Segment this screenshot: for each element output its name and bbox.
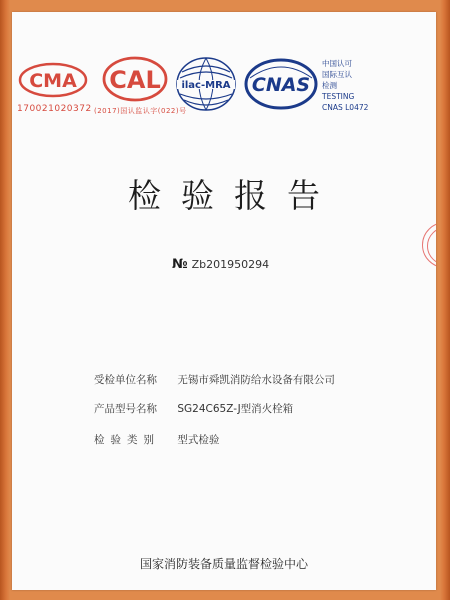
cma-logo xyxy=(18,62,88,98)
cnas-line-3: 检测 xyxy=(322,81,337,90)
cal-caption: (2017)国认监认字(022)号 xyxy=(94,107,187,115)
svg-text:CNAS: CNAS xyxy=(251,74,311,96)
field-row-inspected-unit xyxy=(94,372,335,387)
red-seal-inner-ring xyxy=(427,227,436,265)
cal-logo xyxy=(102,56,168,102)
svg-text:ilac-MRA: ilac-MRA xyxy=(181,80,231,91)
svg-text:CAL: CAL xyxy=(109,66,161,94)
report-number-value: Zb201950294 xyxy=(191,258,270,271)
cnas-logo xyxy=(244,58,318,110)
field-label: 产品型号名称 xyxy=(94,403,157,415)
ilac-mra-logo xyxy=(174,56,238,112)
issuing-organization: 国家消防装备质量监督检验中心 xyxy=(139,557,308,571)
globe-icon xyxy=(174,56,238,112)
field-row-product-model xyxy=(94,401,293,416)
field-value: SG24C65Z-J型消火栓箱 xyxy=(177,403,294,415)
field-label: 受检单位名称 xyxy=(94,374,157,386)
red-seal-stamp xyxy=(422,222,436,268)
cma-number: 170021020372 xyxy=(17,104,92,114)
cal-mark-icon xyxy=(102,56,168,102)
cnas-mark-icon xyxy=(244,58,318,110)
certificate-page xyxy=(12,12,436,590)
number-symbol: № xyxy=(172,257,188,272)
cnas-line-4: TESTING xyxy=(322,92,355,101)
cnas-accreditation-text xyxy=(322,58,368,113)
svg-text:CMA: CMA xyxy=(29,70,77,92)
field-row-inspection-type xyxy=(94,432,219,447)
cnas-line-5: CNAS L0472 xyxy=(322,103,369,112)
field-value: 无锡市舜凯消防给水设备有限公司 xyxy=(177,374,335,386)
cnas-line-1: 中国认可 xyxy=(322,59,352,68)
cma-mark-icon xyxy=(18,62,88,98)
field-value: 型式检验 xyxy=(177,434,220,446)
cnas-line-2: 国际互认 xyxy=(322,70,352,79)
report-title: 检验报告 xyxy=(128,176,340,215)
report-number xyxy=(172,257,269,272)
field-label: 检验类别 xyxy=(94,434,160,446)
